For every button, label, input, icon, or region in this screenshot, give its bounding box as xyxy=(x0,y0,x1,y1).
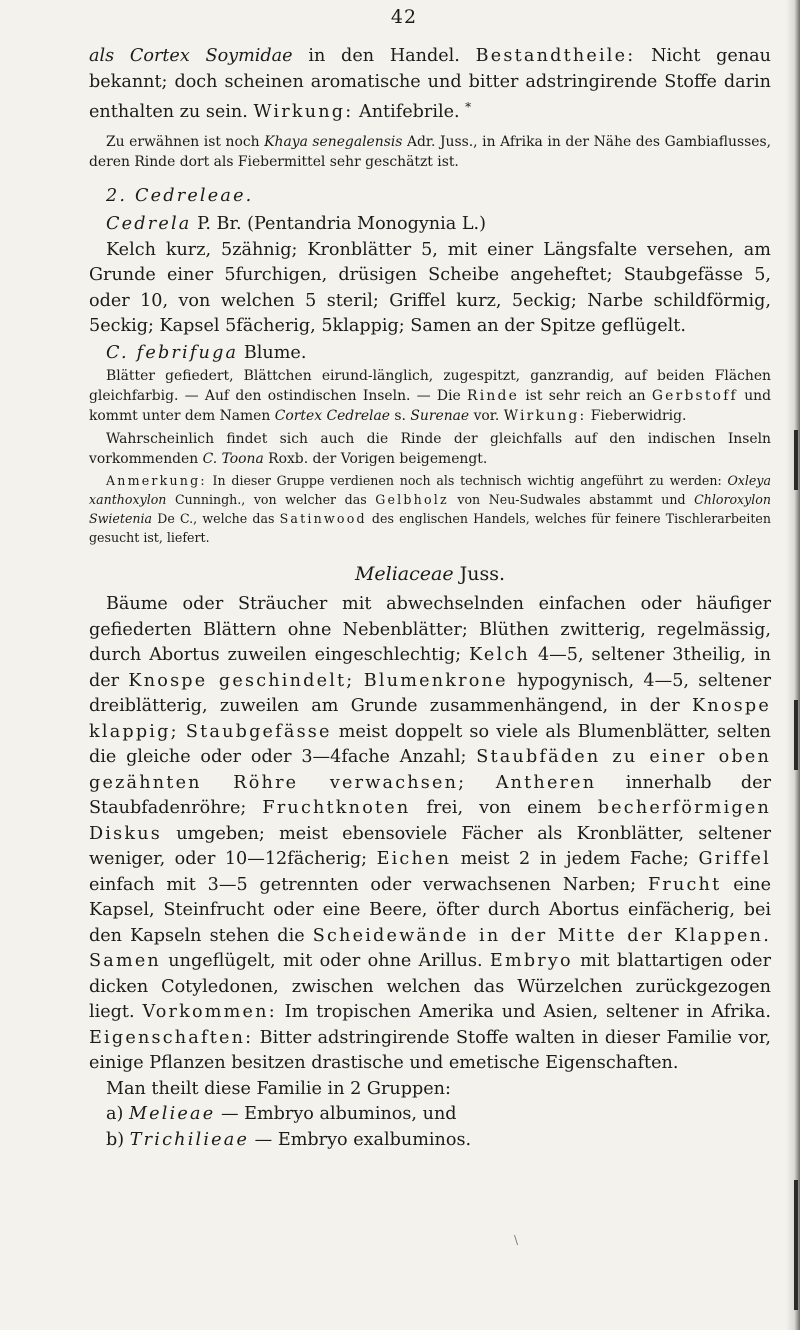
genus-cedrela: Cedrela P. Br. (Pentandria Monogynia L.) xyxy=(106,214,486,234)
label-wirkung: Wirkung: xyxy=(253,102,354,122)
page-number: 42 xyxy=(390,6,418,28)
paragraph-toona: Wahrscheinlich findet sich auch die Rinde der gleichfalls auf den indischen Inseln vorkommenden C. Toona Roxb. der Vorigen beigemengt. xyxy=(89,431,771,467)
genus-name: Cedrela xyxy=(106,214,192,234)
paragraph-meliaceae: Bäume oder Sträucher mit abwechselnden einfachen oder häufiger gefiederten Blättern ohne Nebenblätter; Blüthen zwitterig, regelmässig, durch Abortus zuweilen eingeschlechtig; Kelch 4—5, seltener 3theilig, in der Knospe geschindelt; Blumenkrone hypogynisch, 4—5, seltener dreiblätterig, zuweilen am Grunde zusammenhängend, in der Knospe klappig; Staubgefässe meist doppelt so viele als Blumenblätter, selten die gleiche oder oder 3—4fache Anzahl; Staubfäden zu einer oben gezähnten Röhre verwachsen; Antheren innerhalb der Staubfadenröhre; Fruchtknoten frei, von einem becherförmigen Diskus umgeben; meist ebensoviele Fächer als Kronblätter, seltener weniger, oder 10—12fächerig; Eichen meist 2 in jedem Fache; Griffel einfach mit 3—5 getrennten oder verwachsenen Narben; Frucht eine Kapsel, Steinfrucht oder eine Beere, öfter durch Abortus einfächerig, bei den Kapseln stehen die Scheidewände in der Mitte der Klappen. Samen ungeflügelt, mit oder ohne Arillus. Embryo mit blattartigen oder dicken Cotyledonen, zwischen welchen das Würzelchen zurückgezogen liegt. Vorkommen: Im tropischen Amerika und Asien, seltener in Afrika. Eigenschaften: Bitter adstringirende Stoffe walten in dieser Familie vor, einige Pflanzen besitzen drastische und emetische Eigenschaften. xyxy=(89,594,772,1073)
stray-mark: \ xyxy=(514,1233,519,1247)
groups-intro: Man theilt diese Familie in 2 Gruppen: xyxy=(106,1078,451,1099)
group-name: Melieae xyxy=(128,1104,216,1124)
genus-description: Kelch kurz, 5zähnig; Kronblätter 5, mit einer Längsfalte versehen, am Grunde einer 5furchigen, drüsigen Scheibe angeheftet; Staubgefässe 5, oder 10, von welchen 5 steril; Griffel kurz, 5eckig; Narbe schildförmig, 5eckig; Kapsel 5fächerig, 5klappig; Samen an der Spitze geflügelt. xyxy=(89,239,771,336)
note-khaya: Zu erwähnen ist noch Khaya senegalensis Adr. Juss., in Afrika in der Nähe des Gambiaflusses, deren Rinde dort als Fiebermittel sehr geschätzt ist. xyxy=(89,133,771,170)
family-heading: Meliaceae Juss. xyxy=(354,563,506,585)
paragraph-soymida: als Cortex Soymidae in den Handel. Bestandtheile: Nicht genau bekannt; doch scheinen aromatische und bitter adstringirende Stoffe darin enthalten zu sein. Wirkung: Antifebrile. * xyxy=(89,46,771,122)
label-bestandtheile: Bestandtheile: xyxy=(475,46,636,66)
group-name: Trichilieae xyxy=(129,1129,250,1150)
page-edge-shadow xyxy=(786,0,800,1330)
species-name: C. febrifuga xyxy=(106,342,239,363)
family-name: Meliaceae xyxy=(354,563,454,585)
species-name: als Cortex Soymidae xyxy=(89,46,293,66)
page-body xyxy=(89,44,771,1153)
binding-mark xyxy=(794,1180,798,1310)
binding-mark xyxy=(794,430,798,490)
group-item: b) Trichilieae — Embryo exalbuminos. xyxy=(106,1129,472,1150)
binding-mark xyxy=(794,700,798,770)
group-item: a) Melieae — Embryo albuminos, und xyxy=(106,1104,457,1124)
species-febrifuga: C. febrifuga Blume. xyxy=(106,342,307,363)
species-name: Khaya senegalensis xyxy=(264,133,403,150)
febrifuga-description: Blätter gefiedert, Blättchen eirund-länglich, zugespitzt, ganzrandig, auf beiden Flächen gleichfarbig. — Auf den ostindischen Inseln. — Die Rinde ist sehr reich an Gerbstoff und kommt unter dem Namen Cortex Cedrelae s. Surenae vor. Wirkung: Fieberwidrig. xyxy=(89,368,771,424)
tribe-heading-cedreleae: 2. Cedreleae. xyxy=(106,185,254,206)
asterisk-mark: * xyxy=(465,100,472,114)
note-anmerkung: Anmerkung: In dieser Gruppe verdienen noch als technisch wichtig angeführt zu werden: Oxleya xanthoxylon Cunningh., von welcher das Gelbholz von Neu-Sudwales abstammt und Chloroxylon Swietenia De C., welche das Satinwood des englischen Handels, welches für feinere Tischlerarbeiten gesucht ist, liefert. xyxy=(89,473,771,545)
